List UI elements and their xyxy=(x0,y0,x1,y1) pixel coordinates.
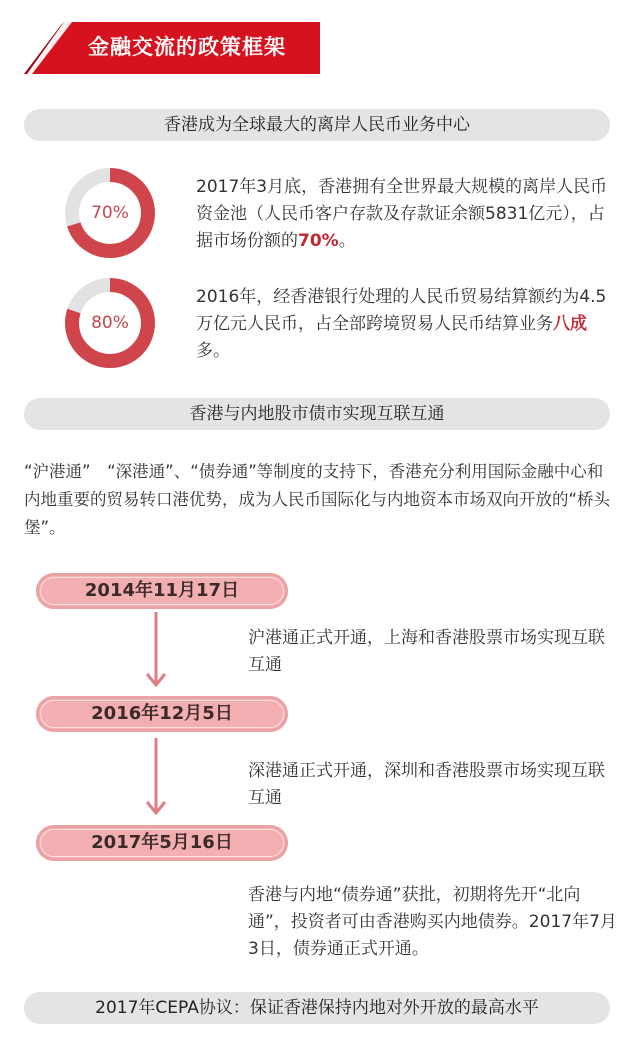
timeline-desc-2: 深港通正式开通，深圳和香港股票市场实现互联互通 xyxy=(248,761,605,808)
timeline-desc-3: 香港与内地“债券通”获批，初期将先开“北向通”，投资者可由香港购买内地债券。2017年7月3日，债券通正式开通。 xyxy=(248,885,617,959)
offshore-pool-text-end: 。 xyxy=(338,231,356,251)
offshore-pool-text xyxy=(196,174,610,255)
offshore-pool-text-body: 2017年3月底，香港拥有全世界最大规模的离岸人民币资金池（人民币客户存款及存款证余额5831亿元），占据市场份额的 xyxy=(196,177,608,251)
title-banner xyxy=(24,22,320,74)
timeline-date-3: 2017年5月16日 xyxy=(40,829,284,857)
trade-settlement-highlight: 八成 xyxy=(553,314,587,334)
donut-70-label: 70% xyxy=(91,203,129,223)
trade-settlement-text-body: 2016年，经香港银行处理的人民币贸易结算额约为4.5万亿元人民币，占全部跨境贸易人民币结算业务 xyxy=(196,287,607,334)
timeline-date-pill xyxy=(36,825,288,861)
donut-chart-70 xyxy=(63,166,157,260)
trade-settlement-text-end: 多。 xyxy=(196,341,230,361)
page-title: 金融交流的政策框架 xyxy=(88,35,286,59)
timeline-arrow-2 xyxy=(146,738,166,818)
timeline-date-pill xyxy=(36,573,288,609)
timeline-date-2: 2016年12月5日 xyxy=(40,700,284,728)
section-title-connect: 香港与内地股市债市实现互联互通 xyxy=(24,398,610,430)
timeline-date-1: 2014年11月17日 xyxy=(40,577,284,605)
footer-cepa-title: 2017年CEPA协议：保证香港保持内地对外开放的最高水平 xyxy=(24,992,610,1024)
timeline-date-pill xyxy=(36,696,288,732)
connect-intro-text: “沪港通” “深港通”、“债券通”等制度的支持下，香港充分利用国际金融中心和内地重要的贸易转口港优势，成为人民币国际化与内地资本市场双向开放的“桥头堡”。 xyxy=(24,462,611,537)
donut-chart-80 xyxy=(63,276,157,370)
offshore-pool-highlight: 70% xyxy=(298,231,339,251)
trade-settlement-text xyxy=(196,284,610,365)
timeline-desc-1: 沪港通正式开通，上海和香港股票市场实现互联互通 xyxy=(248,628,605,675)
timeline-arrow-1 xyxy=(146,612,166,690)
donut-80-label: 80% xyxy=(91,313,129,333)
section-title-offshore-rmb: 香港成为全球最大的离岸人民币业务中心 xyxy=(24,109,610,141)
